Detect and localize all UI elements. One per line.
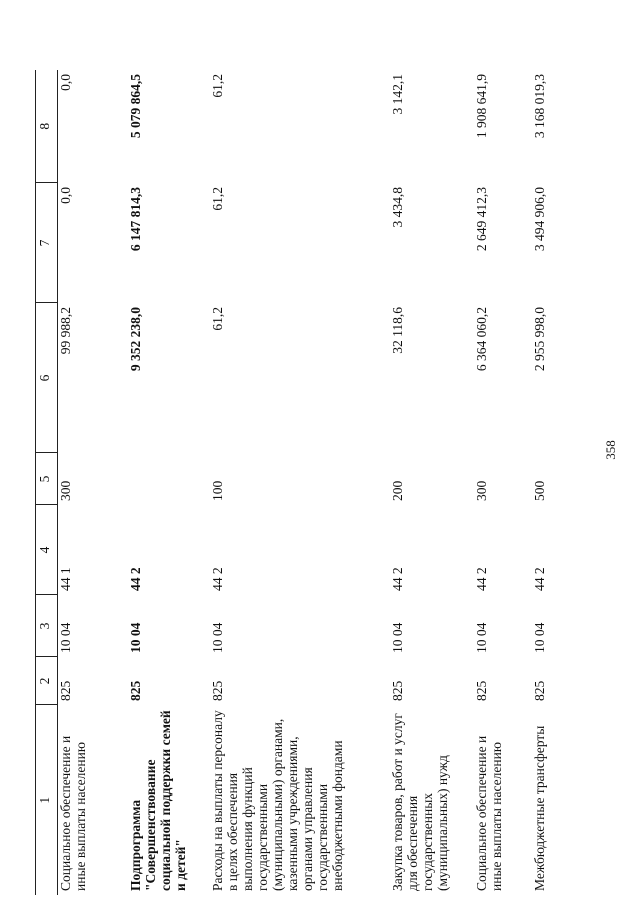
cell-section: 10 04	[127, 622, 143, 653]
rotated-sheet	[15, 25, 625, 895]
cell-section: 10 04	[209, 622, 225, 653]
cell-section: 10 04	[389, 622, 405, 653]
cell-year2: 2 649 412,3	[473, 187, 489, 252]
col-header-1: 1	[36, 705, 58, 895]
cell-ministry: 825	[531, 680, 547, 701]
cell-target: 44 2	[127, 567, 143, 591]
cell-expense-type: 200	[389, 480, 405, 501]
cell-year3: 0,0	[58, 74, 73, 91]
cell-year3: 1 908 641,9	[473, 74, 489, 139]
cell-ministry: 825	[209, 680, 225, 701]
cell-ministry: 825	[389, 680, 405, 701]
col-header-4: 4	[36, 505, 58, 595]
cell-year1: 61,2	[209, 307, 225, 331]
cell-year2: 3 434,8	[389, 187, 405, 228]
cell-section: 10 04	[531, 622, 547, 653]
row-name: Расходы на выплаты персоналу в целях обеспечения выполнения функций государственными (муниципальными) органами, казенными учреждениями, органами управления государственными внебюджетными фондами	[209, 710, 346, 891]
cell-expense-type: 300	[58, 480, 73, 501]
table-row	[390, 70, 474, 895]
row-name: Межбюджетные трансферты	[531, 725, 547, 891]
cell-section: 10 04	[58, 622, 73, 653]
row-name: Закупка товаров, работ и услуг для обеспечения государственных (муниципальных) нужд	[389, 713, 450, 891]
cell-target: 44 2	[531, 567, 547, 591]
col-header-7: 7	[36, 183, 58, 303]
cell-expense-type: 100	[209, 480, 225, 501]
cell-year1: 9 352 238,0	[127, 307, 143, 372]
col-header-2: 2	[36, 657, 58, 705]
row-name: Подпрограмма "Совершенствование социальной поддержки семей и детей"	[127, 710, 188, 891]
cell-expense-type	[128, 453, 210, 505]
table-row	[474, 70, 532, 895]
cell-ministry: 825	[58, 680, 73, 701]
cell-ministry: 825	[473, 680, 489, 701]
cell-year2: 3 494 906,0	[531, 187, 547, 252]
budget-table	[35, 70, 572, 895]
table-row	[210, 70, 390, 895]
cell-year3: 3 168 019,3	[531, 74, 547, 139]
cell-year1: 99 988,2	[58, 307, 73, 355]
cell-target: 44 2	[389, 567, 405, 591]
page-number: 358	[603, 440, 618, 460]
table-row	[58, 70, 128, 895]
col-header-8: 8	[36, 70, 58, 183]
col-header-6: 6	[36, 303, 58, 453]
col-header-3: 3	[36, 595, 58, 657]
cell-target: 44 2	[209, 567, 225, 591]
cell-year1: 32 118,6	[389, 307, 405, 354]
cell-expense-type: 300	[473, 480, 489, 501]
cell-year1: 6 364 060,2	[473, 307, 489, 372]
col-header-5: 5	[36, 453, 58, 505]
cell-section: 10 04	[473, 622, 489, 653]
cell-year3: 3 142,1	[389, 74, 405, 115]
header-row	[36, 70, 58, 895]
cell-year3: 5 079 864,5	[127, 74, 143, 139]
cell-year2: 0,0	[58, 187, 73, 204]
cell-year2: 61,2	[209, 187, 225, 211]
cell-year2: 6 147 814,3	[127, 187, 143, 252]
cell-expense-type: 500	[531, 480, 547, 501]
row-name: Социальное обеспечение и иные выплаты населению	[473, 735, 504, 891]
row-name: Социальное обеспечение и иные выплаты населению	[58, 735, 89, 891]
table-row	[532, 70, 572, 895]
table-row	[128, 70, 210, 895]
cell-year1: 2 955 998,0	[531, 307, 547, 372]
cell-target: 44 2	[473, 567, 489, 591]
cell-target: 44 1	[58, 567, 73, 591]
cell-ministry: 825	[127, 680, 143, 701]
cell-year3: 61,2	[209, 74, 225, 98]
